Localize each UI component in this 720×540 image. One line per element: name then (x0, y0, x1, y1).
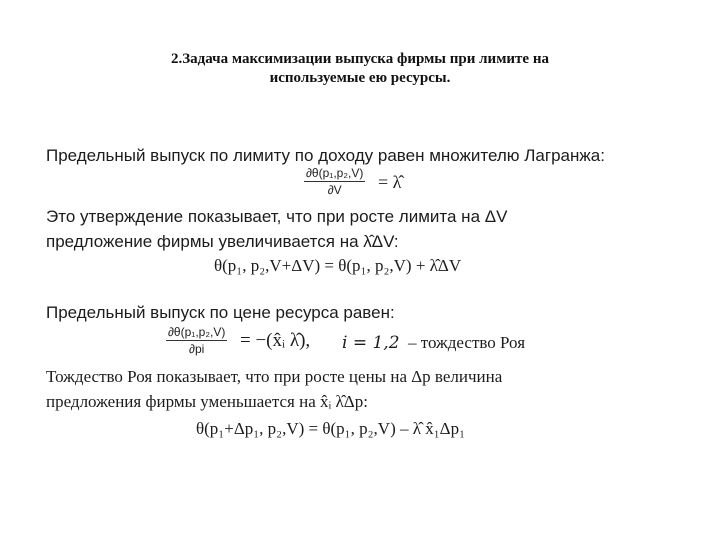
title-line-2: используемые ею ресурсы. (269, 70, 451, 86)
block3-fraction (166, 325, 227, 356)
block1-fraction (304, 166, 365, 197)
block2-formula: θ(p₁, p₂,V+ΔV) = θ(p₁, p₂,V) + λ̂ΔV (214, 256, 462, 275)
block3-rhs: = −(x̂ᵢ λ̂), (240, 330, 311, 351)
block1-equals-lambda: = λ̂ (378, 172, 402, 192)
block2-line-1: Это утверждение показывает, что при росте лимита на ΔV (46, 207, 508, 226)
block4-formula: θ(p₁+Δp₁, p₂,V) = θ(p₁, p₂,V) – λ̂ x̂₁Δp₁ (196, 419, 466, 438)
block3-fraction-denominator: ∂pi (189, 342, 205, 356)
slide-title (0, 50, 720, 88)
block1-fraction-denominator: ∂V (327, 183, 342, 197)
title-line-1: 2.Задача максимизации выпуска фирмы при лимите на (171, 51, 549, 67)
block1-heading: Предельный выпуск по лимиту по доходу равен множителю Лагранжа: (46, 146, 605, 165)
block3-heading: Предельный выпуск по цене ресурса равен: (46, 303, 395, 322)
block3-index: i = 1,2 (342, 333, 400, 353)
block4-line-1: Тождество Роя показывает, что при росте цены на Δp величина (46, 367, 503, 386)
block1-fraction-numerator: ∂θ(p₁,p₂,V) (306, 166, 364, 180)
block3-roy-identity: – тождество Роя (408, 333, 526, 352)
block3-fraction-numerator: ∂θ(p₁,p₂,V) (168, 325, 226, 339)
block2-line-2: предложение фирмы увеличивается на λ̂ΔV: (46, 232, 399, 251)
block4-line-2: предложения фирмы уменьшается на x̂ᵢ λ̂Δp: (46, 392, 368, 411)
